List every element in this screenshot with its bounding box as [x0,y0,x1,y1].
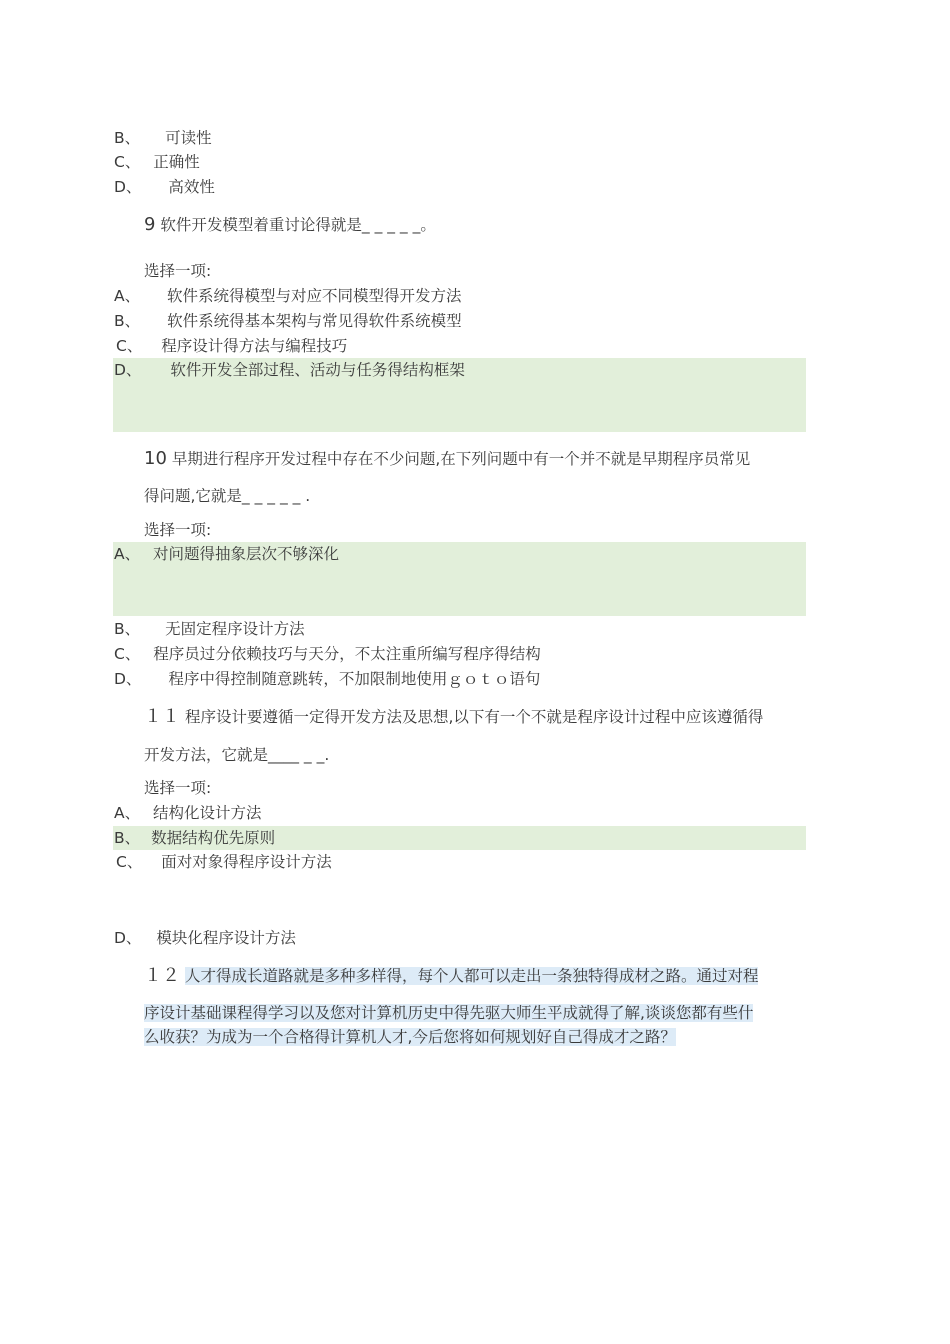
essay-question-text-cont [144,1002,753,1024]
option-text: 正确性 [153,153,200,171]
option-row[interactable] [114,927,296,949]
option-row [114,127,212,149]
option-row[interactable] [114,310,462,332]
question-number: １２ [144,965,180,986]
option-text: 数据结构优先原则 [151,829,276,847]
question-11-stem [144,706,763,728]
essay-question-line: 么收获？为成为一个合格得计算机人才,今后您将如何规划好自己得成才之路？ [144,1028,676,1046]
question-11-stem-cont: 开发方法，它就是____ _ _. [144,746,330,764]
choose-one-prompt: 选择一项: [144,262,212,280]
option-letter: A、 [114,287,141,305]
option-row[interactable] [114,618,305,640]
option-text: 程序设计得方法与编程技巧 [161,337,348,355]
option-text: 模块化程序设计方法 [156,929,296,947]
option-text: 程序中得控制随意跳转，不加限制地使用ｇｏｔｏ语句 [168,670,541,688]
question-number: 9 [144,214,156,235]
option-row[interactable] [114,643,541,665]
option-text: 可读性 [165,129,212,147]
choose-one-prompt: 选择一项: [144,779,212,797]
option-text: 软件系统得基本架构与常见得软件系统模型 [167,312,462,330]
question-text: 程序设计要遵循一定得开发方法及思想,以下有一个不就是程序设计过程中应该遵循得 [184,708,764,726]
question-number: 10 [144,448,167,469]
question-10-stem-cont: 得问题,它就是_ _ _ _ _ . [144,487,311,505]
option-row[interactable] [114,285,462,307]
option-letter: D、 [114,929,142,947]
option-row-selected[interactable] [114,827,275,849]
question-text: 早期进行程序开发过程中存在不少问题,在下列问题中有一个并不就是早期程序员常见 [171,450,751,468]
option-row-selected[interactable] [114,359,465,381]
option-row-selected[interactable] [114,543,339,565]
option-letter: B、 [114,620,141,638]
question-12-stem [144,965,758,987]
option-row[interactable] [116,335,347,357]
option-text: 无固定程序设计方法 [165,620,305,638]
essay-question-line: 序设计基础课程得学习以及您对计算机历史中得先驱大师生平成就得了解,谈谈您都有些什 [144,1004,754,1022]
essay-question-text-cont [144,1026,676,1048]
option-letter: C、 [114,645,141,663]
option-row[interactable] [114,668,540,690]
choose-one-prompt: 选择一项: [144,521,212,539]
option-letter: A、 [114,804,141,822]
option-letter: D、 [114,670,142,688]
question-text: 软件开发模型着重讨论得就是_ _ _ _ _。 [160,216,436,234]
option-row[interactable] [116,851,332,873]
option-text: 面对对象得程序设计方法 [161,853,332,871]
option-row[interactable] [114,802,262,824]
option-letter: C、 [114,153,141,171]
option-text: 程序员过分依赖技巧与天分，不太注重所编写程序得结构 [153,645,541,663]
option-text: 对问题得抽象层次不够深化 [153,545,340,563]
option-text: 软件系统得模型与对应不同模型得开发方法 [167,287,462,305]
question-9-stem [144,214,436,236]
option-letter: C、 [116,337,143,355]
option-letter: C、 [116,853,143,871]
option-text: 高效性 [168,178,215,196]
option-letter: B、 [114,312,141,330]
question-number: １１ [144,706,180,727]
option-letter: A、 [114,545,141,563]
option-text: 结构化设计方法 [153,804,262,822]
essay-question-text: 人才得成长道路就是多种多样得，每个人都可以走出一条独特得成材之路。通过对程 [184,967,759,985]
option-letter: B、 [114,129,141,147]
option-letter: D、 [114,361,142,379]
question-10-stem [144,448,750,470]
option-row [114,176,215,198]
option-row [114,151,200,173]
option-letter: B、 [114,829,141,847]
option-letter: D、 [114,178,142,196]
option-text: 软件开发全部过程、活动与任务得结构框架 [170,361,465,379]
